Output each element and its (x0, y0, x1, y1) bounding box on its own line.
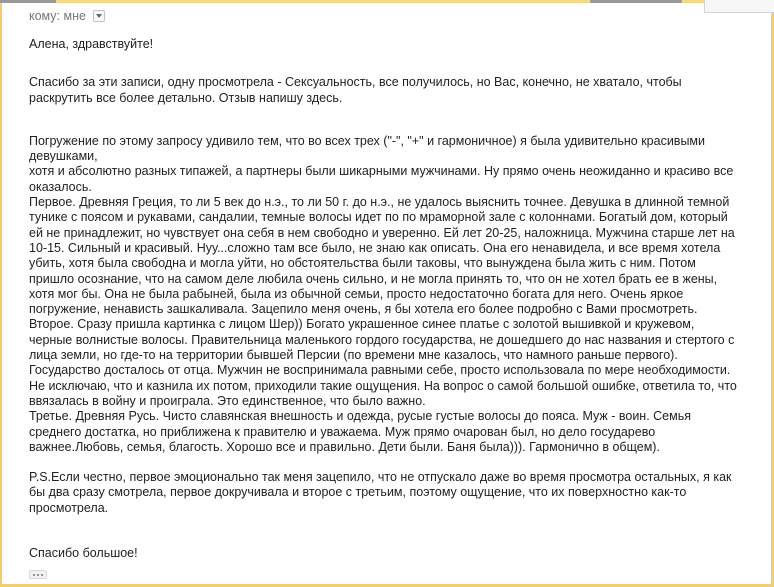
recipient-label: кому: мне (29, 9, 86, 23)
ps-paragraph: P.S.Если честно, первое эмоционально так меня зацепило, что не отпускало даже во время просмотра остальных, я как бы два сразу смотрела, первое докручивала и второе с третьим, поэтому ощущение, что их поверхностно как-то просмотрела. (29, 470, 732, 515)
recipient-details-button[interactable] (93, 10, 105, 22)
ellipsis-icon (41, 574, 43, 576)
review-paragraph: Погружение по этому запросу удивило тем, что во всех трех ("-", "+" и гармоничное) я была удивительно красивыми девушками, хотя и абсолютно разных типажей, а партнеры были шикарными мужчинами. Ну прямо очень неожиданно и красиво все оказалось. Первое. Древняя Греция, то ли 5 век до н.э., то ли 50 г. до н.э., не удалось выяснить точнее. Девушка в длинной темной тунике с поясом и рукавами, сандалии, темные волосы идет по по мраморной зале с колоннами. Богатый дом, который ей не принадлежит, но чувствует она себя в нем свободно и уверенно. Ей лет 20-25, наложница. Мужчина старше лет на 10-15. Сильный и красивый. Нуу...сложно там все было, не знаю как описать. Она его ненавидела, и все время хотела убить, хотя была свободна и могла уйти, но обстоятельства были таковы, что вынуждена была жить с ним. Потом пришло осознание, что на самом деле любила очень сильно, и не могла принять то, что он не хотел брать ее в жены, хотя мог бы. Она не была рабыней, была из обычной семьи, просто недостаточно богата для него. Очень яркое погружение, ненависть зашкаливала. Зацепило меня очень, я бы хотела его более подробно с Вами просмотреть. Второе. Сразу пришла картинка с лицом Шер)) Богато украшенное синее платье с золотой вышивкой и кружевом, черные волнистые волосы. Правительница маленького гордого государства, не дошедшего до нас названия и стертого с лица земли, но где-то на территории бывшей Персии (по времени мне казалось, что намного раньше первого). Государство досталось от отца. Мужчин не воспринимала равными себе, просто использовала по мере необходимости. Не исключаю, что и казнила их потом, приходили такие ощущения. На вопрос о самой большой ошибке, ответила то, что ввязалась в войну и проиграла. Это единственное, что было важно. Третье. Древняя Русь. Чисто славянская внешность и одежда, русые густые волосы до пояса. Муж - воин. Семья среднего достатка, но приближена к правителю и уважаема. Муж прямо очарован был, но дело государево важнее.Любовь, семья, благость. Хорошо все и правильно. Дети были. Баня была))). Гармонично в общем). (29, 133, 737, 454)
message-body (29, 37, 755, 561)
closing-paragraph: Спасибо большое! (29, 546, 138, 561)
cut-off-text-fragment (0, 0, 56, 3)
message-header (29, 8, 105, 24)
corner-tab (704, 0, 774, 13)
thanks-paragraph: Спасибо за эти записи, одну просмотрела - Сексуальность, все получилось, но Вас, конечно, не хватало, чтобы раскрутить все более детально. Отзыв напишу здесь. (29, 75, 682, 105)
cut-off-text-fragment (590, 0, 682, 3)
ellipsis-icon (33, 574, 35, 576)
greeting-paragraph: Алена, здравствуйте! (29, 37, 154, 51)
triangle-down-icon (96, 14, 102, 18)
top-edge-strip (0, 0, 774, 3)
ellipsis-icon (37, 574, 39, 576)
show-trimmed-content-button[interactable] (29, 570, 47, 579)
